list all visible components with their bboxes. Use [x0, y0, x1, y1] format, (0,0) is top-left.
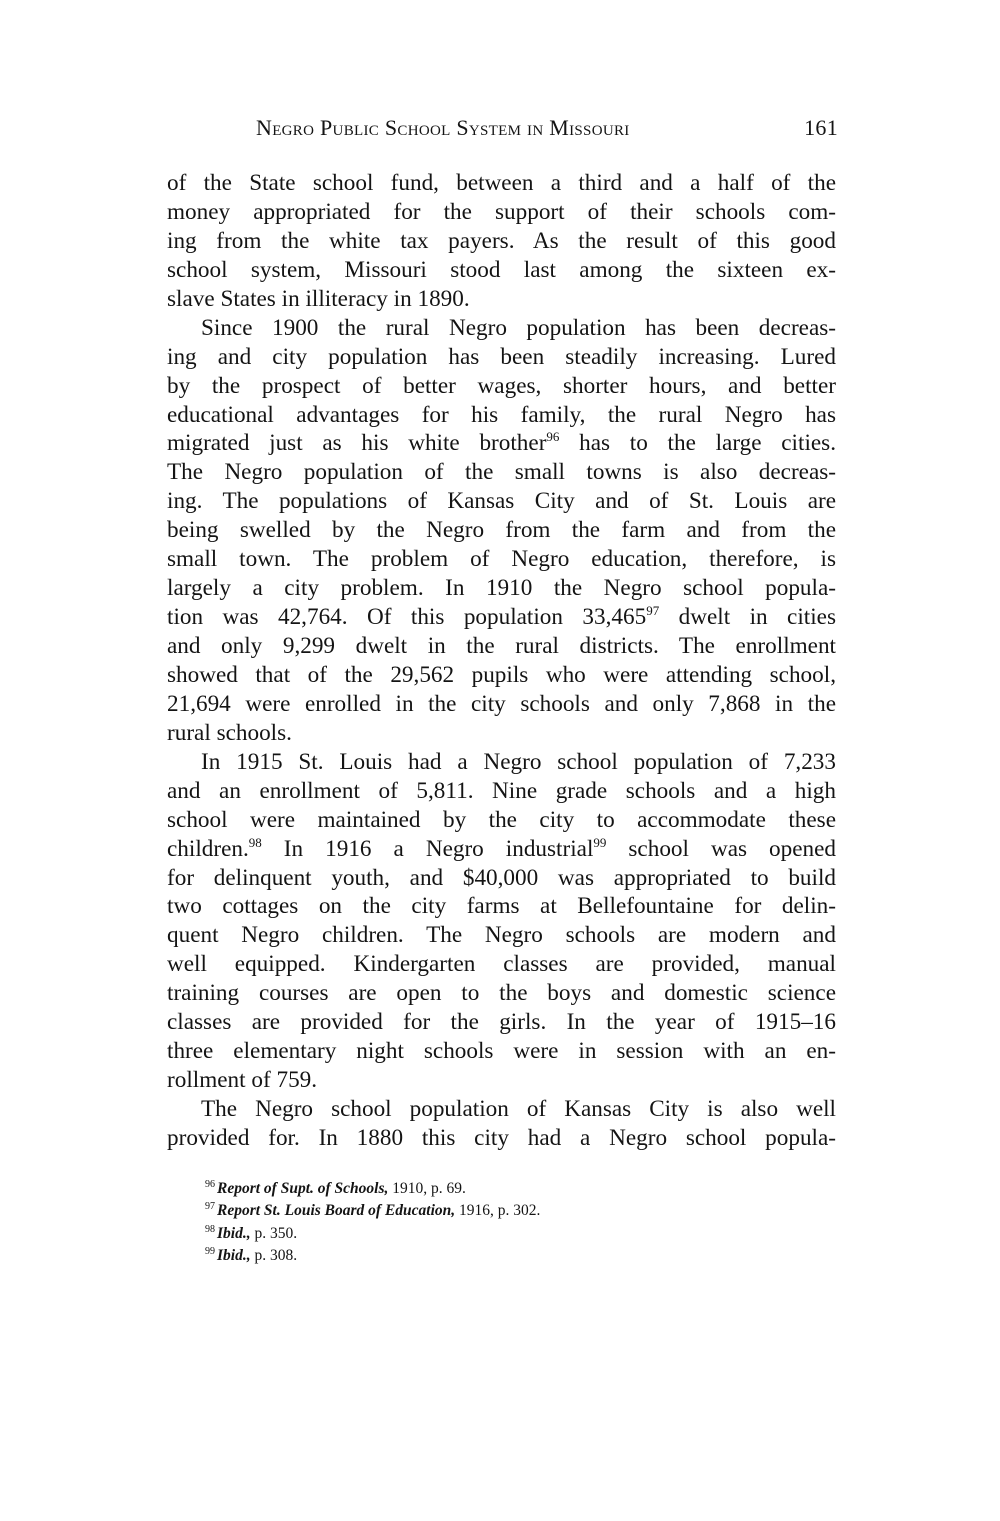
- text-segment: ing. The populations of Kansas City and of St. Louis are: [167, 488, 836, 515]
- text-segment: tion was 42,764. Of this population 33,465: [167, 604, 647, 631]
- text-line: [167, 806, 836, 835]
- text-segment: two cottages on the city farms at Bellefountaine for delin-: [167, 893, 836, 920]
- footnote-number: 96: [205, 1179, 215, 1190]
- text-line: [167, 690, 836, 719]
- text-line: [167, 458, 836, 487]
- text-segment: ing and city population has been steadily increasing. Lured: [167, 343, 836, 370]
- footnote: [205, 1200, 805, 1222]
- running-title: Negro Public School System in Missouri: [256, 115, 630, 140]
- text-segment: The Negro school population of Kansas City is also well: [201, 1096, 836, 1122]
- footnote-source-title: Ibid.,: [217, 1224, 251, 1242]
- text-segment: 21,694 were enrolled in the city schools and only 7,868 in the: [167, 690, 836, 717]
- text-segment: for delinquent youth, and $40,000 was appropriated to build: [167, 864, 836, 891]
- page-number: 161: [804, 115, 838, 140]
- text-line: [167, 169, 836, 198]
- body-text: [167, 169, 836, 1153]
- footnote-citation: 1916, p. 302.: [455, 1202, 541, 1220]
- text-line: [167, 864, 836, 893]
- text-line: [167, 748, 836, 777]
- text-line: [167, 921, 836, 950]
- footnote-number: 97: [205, 1201, 215, 1213]
- text-line: [167, 1124, 836, 1153]
- text-line: [167, 285, 836, 314]
- text-segment: dwelt in cities: [659, 604, 836, 631]
- text-line: [167, 661, 836, 690]
- footnote-number: 99: [205, 1245, 215, 1257]
- footnote-citation: p. 308.: [250, 1246, 298, 1264]
- text-segment: being swelled by the Negro from the farm and from the: [167, 517, 836, 544]
- page-header: [256, 115, 838, 151]
- text-segment: well equipped. Kindergarten classes are provided, manual: [167, 951, 836, 978]
- text-line: [167, 256, 836, 285]
- text-segment: showed that of the 29,562 pupils who were attending school,: [167, 661, 836, 688]
- footnotes: [205, 1178, 805, 1267]
- text-line: [167, 1095, 836, 1124]
- footnote-source-title: Report of Supt. of Schools,: [217, 1180, 389, 1197]
- footnote: [205, 1223, 805, 1245]
- text-segment: school system, Missouri stood last among the sixteen ex-: [167, 256, 836, 283]
- text-segment: by the prospect of better wages, shorter hours, and better: [167, 372, 836, 399]
- text-line: [167, 516, 836, 545]
- text-line: [167, 777, 836, 806]
- text-segment: ing from the white tax payers. As the result of this good: [167, 227, 836, 254]
- text-segment: children.: [167, 835, 249, 862]
- text-segment: classes are provided for the girls. In the year of 1915–16: [167, 1009, 836, 1036]
- text-segment: small town. The problem of Negro education, therefore, is: [167, 546, 836, 573]
- text-line: [167, 1066, 836, 1095]
- text-segment: quent Negro children. The Negro schools are modern and: [167, 922, 836, 949]
- text-segment: and an enrollment of 5,811. Nine grade schools and a high: [167, 777, 836, 804]
- text-line: [167, 632, 836, 661]
- text-segment: provided for. In 1880 this city had a Negro school popula-: [167, 1124, 836, 1151]
- text-segment: money appropriated for the support of their schools com-: [167, 198, 836, 225]
- footnote-marker: 99: [593, 834, 607, 850]
- footnote-source-title: Ibid.,: [217, 1246, 251, 1264]
- footnote-marker: 98: [248, 834, 262, 850]
- text-segment: three elementary night schools were in session with an en-: [167, 1038, 836, 1065]
- text-line: [167, 979, 836, 1008]
- text-segment: has to the large cities.: [559, 430, 836, 457]
- text-segment: of the State school fund, between a third and a half of the: [167, 170, 836, 196]
- text-line: [167, 892, 836, 921]
- text-line: [167, 574, 836, 603]
- text-segment: In 1915 St. Louis had a Negro school population of 7,233: [201, 748, 836, 775]
- text-segment: school was opened: [606, 835, 837, 862]
- text-line: [167, 1037, 836, 1066]
- text-segment: slave States in illiteracy in 1890.: [167, 285, 470, 312]
- footnote-source-title: Report St. Louis Board of Education,: [217, 1202, 456, 1220]
- footnote-marker: 96: [546, 429, 560, 445]
- text-line: [167, 198, 836, 227]
- text-line: [167, 429, 836, 458]
- footnote-citation: p. 350.: [250, 1224, 298, 1242]
- footnote-marker: 97: [646, 603, 660, 619]
- footnote: [205, 1178, 805, 1200]
- footnote-citation: 1910, p. 69.: [388, 1180, 466, 1197]
- text-segment: and only 9,299 dwelt in the rural districts. The enrollment: [167, 633, 836, 659]
- text-segment: Since 1900 the rural Negro population has been decreas-: [201, 314, 836, 341]
- text-line: [167, 343, 836, 372]
- text-line: [167, 950, 836, 979]
- text-segment: educational advantages for his family, the rural Negro has: [167, 401, 836, 428]
- footnote-number: 98: [205, 1223, 215, 1235]
- text-segment: training courses are open to the boys and domestic science: [167, 980, 836, 1007]
- text-line: [167, 545, 836, 574]
- text-segment: rollment of 759.: [167, 1067, 318, 1094]
- text-line: [167, 487, 836, 516]
- text-line: [167, 1008, 836, 1037]
- text-segment: In 1916 a Negro industrial: [261, 835, 594, 862]
- text-segment: The Negro population of the small towns is also decreas-: [167, 459, 836, 486]
- text-line: [167, 719, 836, 748]
- text-line: [167, 401, 836, 430]
- text-segment: largely a city problem. In 1910 the Negro school popula-: [167, 575, 836, 602]
- text-line: [167, 227, 836, 256]
- footnote: [205, 1245, 805, 1267]
- text-segment: school were maintained by the city to accommodate these: [167, 806, 836, 833]
- text-line: [167, 835, 836, 864]
- text-segment: migrated just as his white brother: [167, 430, 547, 457]
- text-segment: rural schools.: [167, 719, 292, 746]
- text-line: [167, 314, 836, 343]
- text-line: [167, 603, 836, 632]
- text-line: [167, 372, 836, 401]
